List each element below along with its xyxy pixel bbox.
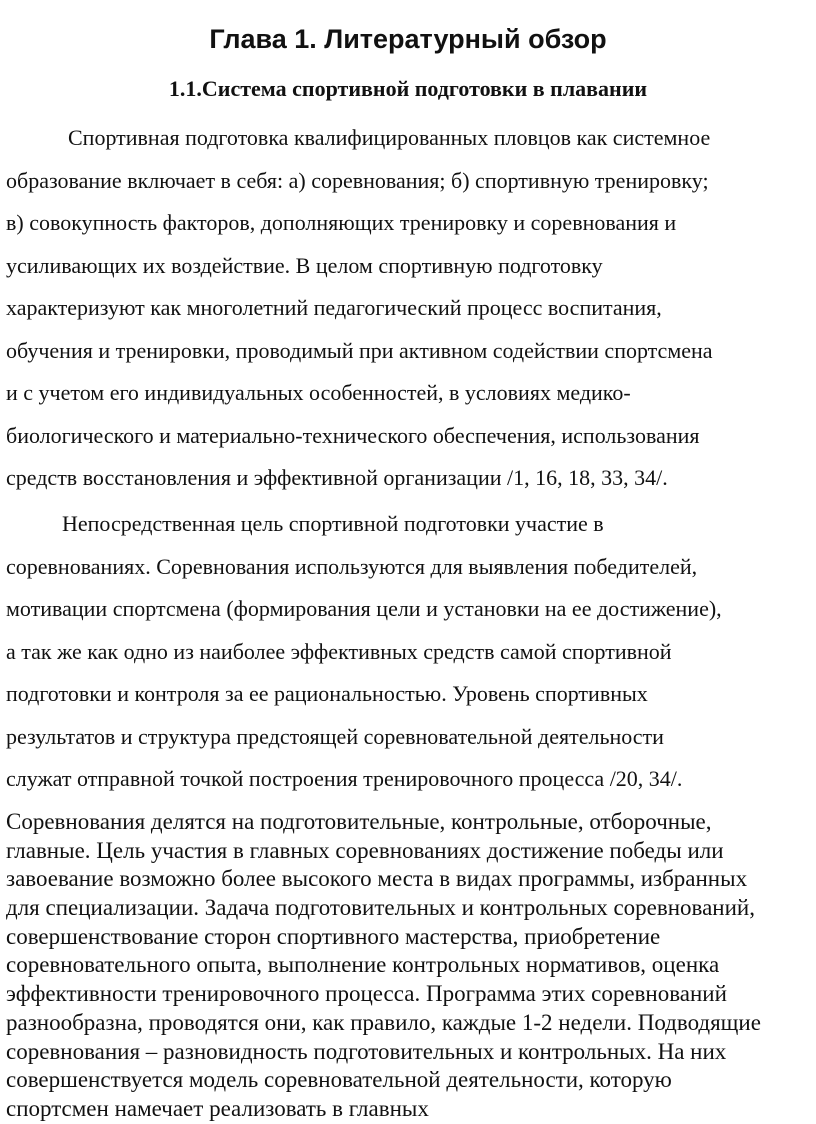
text-line: завоевание возможно более высокого места в видах программы, избранных <box>6 866 748 892</box>
paragraph-competition-types <box>6 808 816 1124</box>
section-title: 1.1.Система спортивной подготовки в плавании <box>168 76 648 101</box>
text-line: соревновательного опыта, выполнение контрольных нормативов, оценка <box>6 952 720 978</box>
text-line: образование включает в себя: а) соревнования; б) спортивную тренировку; <box>6 167 709 193</box>
text-line: Соревнования делятся на подготовительные, контрольные, отборочные, <box>6 809 712 834</box>
text-line: усиливающих их воздействие. В целом спортивную подготовку <box>6 252 603 278</box>
text-line: для специализации. Задача подготовительных и контрольных соревнований, <box>6 895 755 921</box>
text-line: результатов и структура предстоящей соревновательной деятельности <box>6 723 664 749</box>
text-line: эффективности тренировочного процесса. Программа этих соревнований <box>6 981 727 1007</box>
text-line: и с учетом его индивидуальных особенностей, в условиях медико- <box>6 380 631 405</box>
text-line: обучения и тренировки, проводимый при активном содействии спортсмена <box>6 337 713 363</box>
paragraph-competition-goal <box>6 503 816 801</box>
text-line: Спортивная подготовка квалифицированных пловцов как системное <box>68 125 711 150</box>
text-line: характеризуют как многолетний педагогический процесс воспитания, <box>6 295 662 320</box>
text-line: в) совокупность факторов, дополняющих тренировку и соревнования и <box>6 210 677 235</box>
text-line: Непосредственная цель спортивной подготовки участие в <box>62 511 604 536</box>
text-line: биологического и материально-технического обеспечения, использования <box>6 422 700 448</box>
text-line: соревнования – разновидность подготовительных и контрольных. На них <box>6 1038 727 1064</box>
text-line: соревнованиях. Соревнования используются для выявления победителей, <box>6 553 698 579</box>
text-line: главные. Цель участия в главных соревнованиях достижение победы или <box>6 837 724 863</box>
text-line: средств восстановления и эффективной организации /1, 16, 18, 33, 34/. <box>6 465 668 490</box>
chapter-title: Глава 1. Литературный обзор <box>209 24 607 54</box>
text-line: служат отправной точкой построения тренировочного процесса /20, 34/. <box>6 766 683 791</box>
text-line: совершенствуется модель соревновательной деятельности, которую <box>6 1067 672 1093</box>
text-line: а так же как одно из наиболее эффективных средств самой спортивной <box>6 638 672 664</box>
text-line: совершенствование сторон спортивного мастерства, приобретение <box>6 923 661 949</box>
text-line: подготовки и контроля за ее рациональностью. Уровень спортивных <box>6 681 648 706</box>
text-line: мотивации спортсмена (формирования цели и установки на ее достижение), <box>6 596 722 621</box>
paragraph-sports-training <box>6 117 816 500</box>
text-line: спортсмен намечает реализовать в главных <box>6 1095 429 1121</box>
text-line: разнообразна, проводятся они, как правило, каждые 1-2 недели. Подводящие <box>6 1009 761 1035</box>
